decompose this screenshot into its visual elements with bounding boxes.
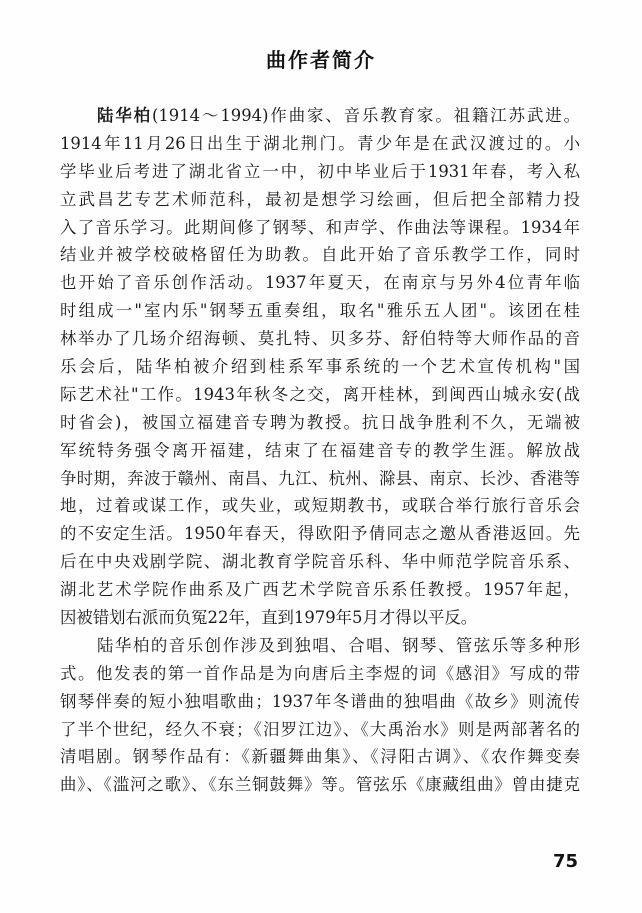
text-line: 了半个世纪，经久不衰；《汨罗江边》、《大禹治水》则是两部著名的 [60, 719, 580, 739]
text-line: 学毕业后考进了湖北省立一中，初中毕业后于1931年春，考入私 [60, 161, 580, 181]
text-line: 的不安定生活。1950年春天，得欧阳予倩同志之邀从香港返回。先 [60, 524, 580, 544]
text-line: 林举办了几场介绍海顿、莫扎特、贝多芬、舒伯特等大师作品的音 [60, 329, 580, 349]
text-line: 1914年11月26日出生于湖北荆门。青少年是在武汉渡过的。小 [60, 133, 580, 153]
text-line: 清唱剧。钢琴作品有：《新疆舞曲集》、《浔阳古调》、《农作舞变奏 [60, 747, 580, 767]
paragraph-1-line-1 [60, 102, 580, 130]
text-line: 争时期，奔波于赣州、南昌、九江、杭州、滁县、南京、长沙、香港等 [60, 468, 580, 488]
text-line: 湖北艺术学院作曲系及广西艺术学院音乐系任教授。1957年起， [60, 580, 580, 600]
text-line: 地，过着或谋工作，或失业，或短期教书，或联合举行旅行音乐会 [60, 496, 580, 516]
text-line: 也开始了音乐创作活动。1937年夏天，在南京与另外4位青年临 [60, 273, 580, 293]
text-line: 立武昌艺专艺术师范科，最初是想学习绘画，但后把全部精力投 [60, 189, 580, 209]
body-text [60, 102, 580, 799]
text-line: 结业并被学校破格留任为助教。自此开始了音乐教学工作，同时 [60, 245, 580, 265]
text-line: 时组成一"室内乐"钢琴五重奏组，取名"雅乐五人团"。该团在桂 [60, 301, 580, 321]
text-line: (1914～1994)作曲家、音乐教育家。祖籍江苏武进。 [151, 106, 580, 125]
page-number: 75 [552, 851, 578, 872]
text-line: 入了音乐学习。此期间修了钢琴、和声学、作曲法等课程。1934年 [60, 217, 580, 237]
text-line: 因被错划右派而负冤22年，直到1979年5月才得以平反。 [60, 608, 478, 628]
page-title: 曲作者简介 [266, 48, 376, 72]
text-line: 钢琴伴奏的短小独唱歌曲；1937年冬谱曲的独唱曲《故乡》则流传 [60, 691, 580, 711]
text-line: 军统特务强令离开福建，结束了在福建音专的教学生涯。解放战 [60, 440, 580, 460]
text-line: 式。他发表的第一首作品是为向唐后主李煜的词《感泪》写成的带 [60, 663, 580, 683]
text-line: 际艺术社"工作。1943年秋冬之交，离开桂林，到闽西山城永安(战 [60, 384, 580, 404]
composer-name: 陆华柏 [97, 106, 152, 125]
text-line: 乐会后，陆华柏被介绍到桂系军事系统的一个艺术宣传机构"国 [60, 357, 580, 377]
text-line: 时省会)，被国立福建音专聘为教授。抗日战争胜利不久，无端被 [60, 412, 580, 432]
text-line: 后在中央戏剧学院、湖北教育学院音乐科、华中师范学院音乐系、 [60, 552, 580, 572]
paragraph-2-line-1: 陆华柏的音乐创作涉及到独唱、合唱、钢琴、管弦乐等多种形 [97, 635, 580, 655]
text-line: 曲》、《滥河之歌》、《东兰铜鼓舞》等。管弦乐《康藏组曲》曾由捷克 [60, 775, 580, 795]
